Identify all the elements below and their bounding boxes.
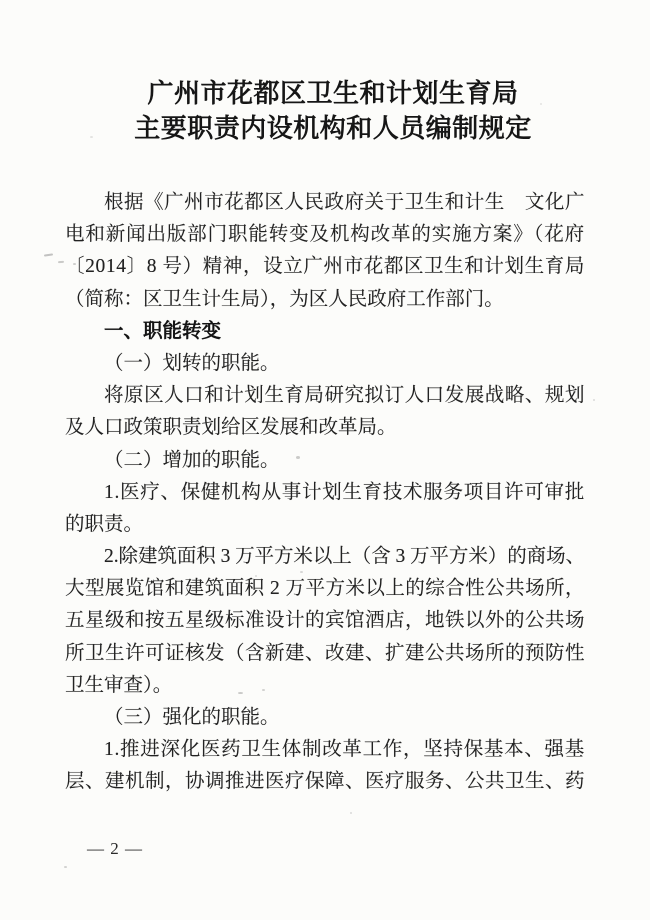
body-line-text: 层、建机制，协调推进医疗保障、医疗服务、公共卫生、药 bbox=[65, 771, 585, 793]
body-line-text: 及人口政策职责划给区发展和改革局。 bbox=[65, 417, 397, 439]
title-line-2: 主要职责内设机构和人员编制规定 bbox=[134, 114, 532, 143]
body-line-12 bbox=[65, 541, 585, 573]
body-line-text: 大型展览馆和建筑面积 2 万平方米以上的综合性公共场所， bbox=[65, 578, 585, 600]
document-body bbox=[65, 187, 585, 799]
body-line-text: 五星级和按五星级标准设计的宾馆酒店，地铁以外的公共场 bbox=[65, 610, 585, 632]
body-line-15 bbox=[65, 638, 585, 670]
body-line-text: 的职责。 bbox=[65, 513, 144, 535]
body-line-text: （三）强化的职能。 bbox=[104, 707, 280, 728]
scan-speckle bbox=[58, 261, 64, 264]
body-line-16 bbox=[65, 670, 585, 702]
body-line-11 bbox=[65, 509, 585, 541]
section-heading-1 bbox=[65, 316, 585, 348]
body-line-text: 1.推进深化医药卫生体制改革工作，坚持保基本、强基 bbox=[104, 739, 585, 761]
scan-speckle bbox=[350, 812, 352, 814]
body-line-17 bbox=[65, 702, 585, 734]
body-line-1 bbox=[65, 187, 585, 219]
body-line-text: （简称：区卫生计生局），为区人民政府工作部门。 bbox=[65, 288, 504, 310]
body-line-text: 一、职能转变 bbox=[104, 320, 222, 342]
scan-speckle bbox=[296, 456, 300, 459]
scan-speckle bbox=[44, 253, 53, 256]
scan-speckle bbox=[238, 692, 243, 694]
scan-speckle bbox=[262, 689, 265, 691]
scan-speckle bbox=[255, 575, 257, 577]
scan-speckle bbox=[282, 130, 285, 132]
body-line-18 bbox=[65, 734, 585, 766]
body-line-9 bbox=[65, 445, 585, 477]
body-line-3 bbox=[65, 251, 585, 283]
body-line-text: 卫生审查）。 bbox=[65, 674, 173, 696]
body-line-19 bbox=[65, 766, 585, 798]
body-line-text: 1.医疗、保健机构从事计划生育技术服务项目许可审批 bbox=[104, 481, 585, 503]
body-line-text: 根据《广州市花都区人民政府关于卫生和计生 文化广 bbox=[104, 192, 585, 213]
body-line-text: 2.除建筑面积 3 万平方米以上（含 3 万平方米）的商场、 bbox=[104, 546, 585, 568]
body-line-8 bbox=[65, 412, 585, 444]
scan-speckle bbox=[64, 866, 67, 868]
body-line-text: 将原区人口和计划生育局研究拟订人口发展战略、规划 bbox=[104, 385, 585, 407]
body-line-13 bbox=[65, 573, 585, 605]
body-line-text: （二）增加的职能。 bbox=[104, 449, 280, 471]
body-line-text: 电和新闻出版部门职能转变及机构改革的实施方案》（花府 bbox=[65, 224, 585, 246]
body-line-text: 〔2014〕8 号）精神，设立广州市花都区卫生和计划生育局 bbox=[65, 256, 585, 278]
body-line-text: 所卫生许可证核发（含新建、改建、扩建公共场所的预防性 bbox=[65, 642, 585, 664]
body-line-14 bbox=[65, 605, 585, 637]
page-number: — 2 — bbox=[87, 839, 143, 858]
title-line-1: 广州市花都区卫生和计划生育局 bbox=[147, 79, 519, 108]
scan-speckle bbox=[90, 136, 93, 138]
body-line-text: （一）划转的职能。 bbox=[104, 352, 280, 374]
body-line-4 bbox=[65, 284, 585, 316]
body-line-7 bbox=[65, 380, 585, 412]
document-title bbox=[0, 76, 650, 146]
scan-speckle bbox=[300, 571, 303, 573]
body-line-10 bbox=[65, 477, 585, 509]
body-line-2 bbox=[65, 219, 585, 251]
scan-speckle bbox=[73, 263, 76, 265]
body-line-6 bbox=[65, 348, 585, 380]
scan-speckle bbox=[540, 103, 542, 105]
scan-speckle bbox=[593, 399, 595, 401]
